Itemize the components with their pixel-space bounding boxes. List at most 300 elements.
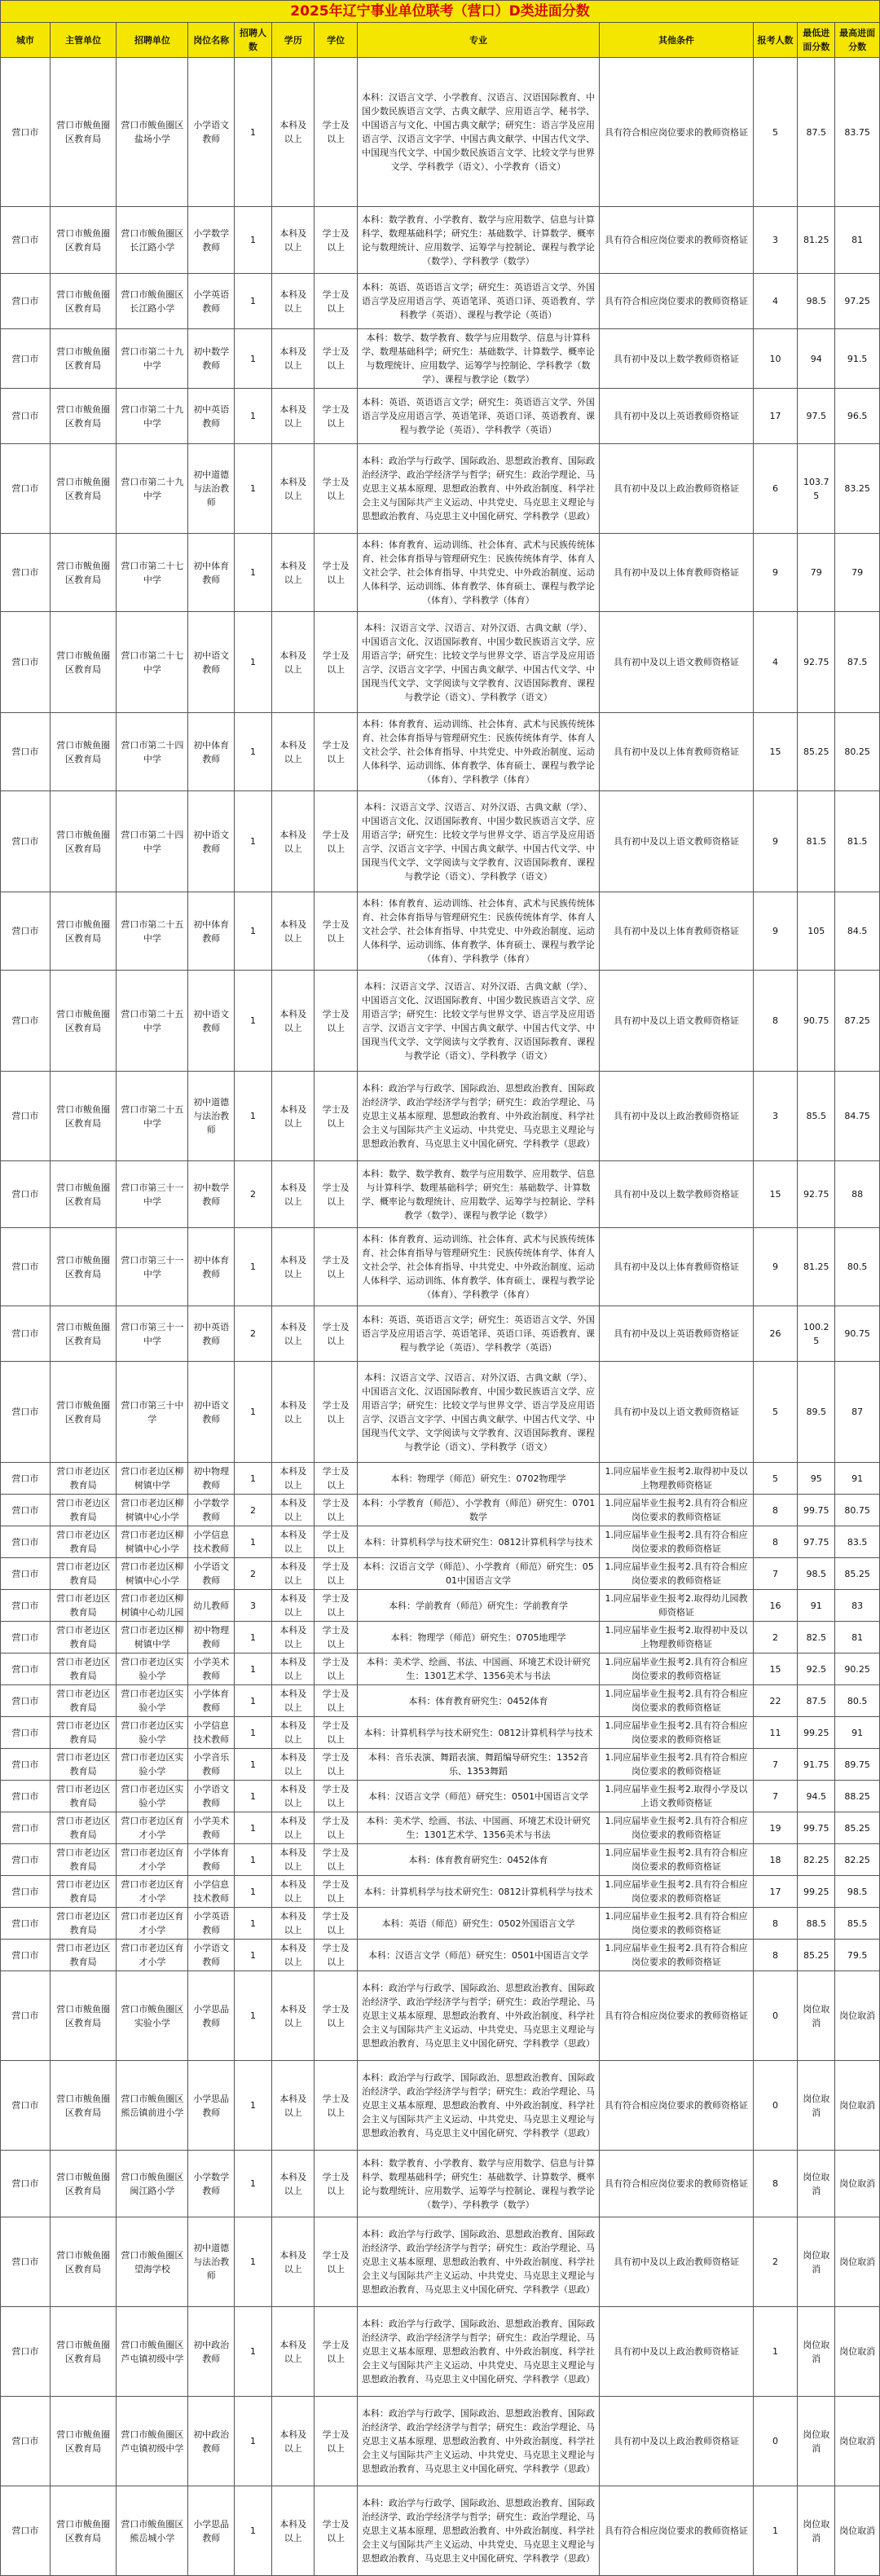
cell-count: 7 [753, 1781, 797, 1812]
cell-min: 79 [798, 534, 835, 612]
cell-num: 1 [234, 1653, 271, 1685]
cell-unit: 营口市老边区实验小学 [117, 1781, 188, 1812]
table-row [1, 1971, 880, 2061]
cell-max: 87.5 [835, 612, 880, 713]
cell-major: 本科：数学、数学教育、数学与应用数学、应用数学、信息与计算科学、数理基础科学；研究生：基础数学、计算数学、概率论与数理统计、应用数学、运筹学与控制论、学科教学（数学）、课程与教学论（数学） [357, 1161, 599, 1228]
cell-count: 7 [753, 1558, 797, 1590]
cell-unit: 营口市老边区实验小学 [117, 1653, 188, 1685]
cell-cond: 1.同应届毕业生报考2.取得幼儿园教师资格证 [600, 1590, 754, 1622]
cell-post: 小学思品教师 [188, 2486, 235, 2576]
cell-dept: 营口市鲅鱼圈区教育局 [50, 612, 117, 713]
cell-unit: 营口市第二十四中学 [117, 791, 188, 892]
cell-cond: 1.同应届毕业生报考2.具有符合相应岗位要求的教师资格证 [600, 1653, 754, 1685]
cell-deg: 学士及以上 [315, 329, 357, 389]
table-row [1, 274, 880, 329]
table-row [1, 1526, 880, 1558]
table-row [1, 389, 880, 444]
cell-edu: 本科及以上 [272, 1463, 315, 1495]
cell-min: 岗位取消 [798, 2307, 835, 2397]
cell-city: 营口市 [1, 2061, 51, 2151]
table-row [1, 1161, 880, 1228]
table-row [1, 2397, 880, 2486]
cell-edu: 本科及以上 [272, 1526, 315, 1558]
cell-dept: 营口市鲅鱼圈区教育局 [50, 791, 117, 892]
cell-num: 1 [234, 534, 271, 612]
cell-count: 8 [753, 1495, 797, 1526]
cell-city: 营口市 [1, 1940, 51, 1971]
cell-cond: 具有初中及以上英语教师资格证 [600, 1306, 754, 1362]
cell-dept: 营口市鲅鱼圈区教育局 [50, 2486, 117, 2576]
header-row [1, 23, 880, 58]
table-row [1, 1558, 880, 1590]
table-row [1, 1228, 880, 1306]
cell-post: 初中英语教师 [188, 389, 235, 444]
cell-max: 81 [835, 207, 880, 274]
cell-num: 1 [234, 2486, 271, 2576]
cell-major: 本科：英语、英语语言文学；研究生：英语语言文学、外国语言学及应用语言学、英语笔译、英语口译、英语教育、课程与教学论（英语）、学科教学（英语） [357, 389, 599, 444]
cell-num: 2 [234, 1161, 271, 1228]
cell-min: 94.5 [798, 1781, 835, 1812]
table-title: 2025年辽宁事业单位联考（营口）D类进面分数 [1, 1, 880, 23]
cell-city: 营口市 [1, 1876, 51, 1908]
cell-unit: 营口市老边区育才小学 [117, 1844, 188, 1876]
cell-count: 1 [753, 2307, 797, 2397]
col-count: 报考人数 [753, 23, 797, 58]
cell-count: 19 [753, 1812, 797, 1844]
cell-post: 初中政治教师 [188, 2397, 235, 2486]
table-row [1, 892, 880, 971]
cell-city: 营口市 [1, 1495, 51, 1526]
cell-min: 82.5 [798, 1622, 835, 1653]
cell-min: 88.5 [798, 1908, 835, 1940]
cell-deg: 学士及以上 [315, 791, 357, 892]
cell-num: 1 [234, 389, 271, 444]
cell-deg: 学士及以上 [315, 2486, 357, 2576]
cell-cond: 具有初中及以上体育教师资格证 [600, 713, 754, 791]
table-row [1, 971, 880, 1072]
cell-edu: 本科及以上 [272, 1685, 315, 1717]
cell-edu: 本科及以上 [272, 1971, 315, 2061]
cell-cond: 1.同应届毕业生报考2.具有符合相应岗位要求的教师资格证 [600, 1876, 754, 1908]
cell-post: 小学思品教师 [188, 2061, 235, 2151]
cell-dept: 营口市老边区教育局 [50, 1526, 117, 1558]
table-row [1, 1844, 880, 1876]
cell-cond: 具有初中及以上政治教师资格证 [600, 1072, 754, 1161]
cell-cond: 具有初中及以上体育教师资格证 [600, 892, 754, 971]
cell-dept: 营口市鲅鱼圈区教育局 [50, 2217, 117, 2307]
cell-deg: 学士及以上 [315, 612, 357, 713]
cell-min: 岗位取消 [798, 2217, 835, 2307]
cell-deg: 学士及以上 [315, 1590, 357, 1622]
cell-dept: 营口市鲅鱼圈区教育局 [50, 329, 117, 389]
cell-num: 1 [234, 329, 271, 389]
cell-max: 85.25 [835, 1558, 880, 1590]
cell-edu: 本科及以上 [272, 1622, 315, 1653]
cell-deg: 学士及以上 [315, 2061, 357, 2151]
cell-major: 本科：体育教育、运动训练、社会体育、武术与民族传统体育、社会体育指导与管理研究生：民族传统体育学、体育人文社会学、社会体育指导、中共党史、中外政治制度、运动人体科学、运动训练、体育教学、体育硕士、课程与教学论（体育）、学科教学（体育） [357, 1228, 599, 1306]
cell-count: 11 [753, 1717, 797, 1749]
cell-major: 本科：英语（师范）研究生：0502外国语言文学 [357, 1908, 599, 1940]
cell-unit: 营口市老边区育才小学 [117, 1908, 188, 1940]
cell-post: 初中体育教师 [188, 534, 235, 612]
cell-count: 8 [753, 2151, 797, 2217]
cell-deg: 学士及以上 [315, 1717, 357, 1749]
cell-dept: 营口市老边区教育局 [50, 1781, 117, 1812]
col-city: 城市 [1, 23, 51, 58]
cell-num: 1 [234, 1622, 271, 1653]
cell-min: 85.25 [798, 1940, 835, 1971]
table-row [1, 207, 880, 274]
cell-max: 岗位取消 [835, 2217, 880, 2307]
cell-dept: 营口市鲅鱼圈区教育局 [50, 389, 117, 444]
cell-count: 1 [753, 2486, 797, 2576]
cell-post: 小学体育教师 [188, 1685, 235, 1717]
cell-count: 17 [753, 1876, 797, 1908]
cell-count: 18 [753, 1844, 797, 1876]
cell-max: 88 [835, 1161, 880, 1228]
cell-post: 初中物理教师 [188, 1463, 235, 1495]
cell-min: 95 [798, 1463, 835, 1495]
cell-city: 营口市 [1, 2397, 51, 2486]
cell-max: 岗位取消 [835, 1971, 880, 2061]
cell-cond: 1.同应届毕业生报考2.具有符合相应岗位要求的教师资格证 [600, 1495, 754, 1526]
cell-max: 91 [835, 1463, 880, 1495]
cell-dept: 营口市鲅鱼圈区教育局 [50, 2307, 117, 2397]
cell-max: 83.5 [835, 1526, 880, 1558]
table-row [1, 2061, 880, 2151]
cell-max: 91.5 [835, 329, 880, 389]
cell-count: 0 [753, 1971, 797, 2061]
cell-major: 本科：美术学、绘画、书法、中国画、环境艺术设计研究生：1301艺术学、1356美术与书法 [357, 1812, 599, 1844]
cell-min: 85.25 [798, 713, 835, 791]
cell-deg: 学士及以上 [315, 58, 357, 207]
cell-city: 营口市 [1, 1717, 51, 1749]
cell-major: 本科：体育教育研究生：0452体育 [357, 1685, 599, 1717]
table-row [1, 1908, 880, 1940]
cell-major: 本科：汉语言文学（师范）研究生：0501中国语言文学 [357, 1781, 599, 1812]
cell-major: 本科：政治学与行政学、国际政治、思想政治教育、国际政治经济学、政治学经济学与哲学；研究生：政治学理论、马克思主义基本原理、思想政治教育、中外政治制度、科学社会主义与国际共产主义运动、中共党史、马克思主义理论与思想政治教育、马克思主义中国化研究、学科教学（思政） [357, 2486, 599, 2576]
cell-num: 2 [234, 1558, 271, 1590]
cell-dept: 营口市老边区教育局 [50, 1717, 117, 1749]
cell-cond: 具有符合相应岗位要求的教师资格证 [600, 207, 754, 274]
cell-post: 小学信息技术教师 [188, 1526, 235, 1558]
cell-count: 8 [753, 971, 797, 1072]
cell-deg: 学士及以上 [315, 2397, 357, 2486]
cell-num: 1 [234, 1844, 271, 1876]
cell-num: 1 [234, 1717, 271, 1749]
cell-num: 1 [234, 713, 271, 791]
cell-major: 本科：政治学与行政学、国际政治、思想政治教育、国际政治经济学、政治学经济学与哲学；研究生：政治学理论、马克思主义基本原理、思想政治教育、中外政治制度、科学社会主义与国际共产主义运动、中共党史、马克思主义理论与思想政治教育、马克思主义中国化研究、学科教学（思政） [357, 1971, 599, 2061]
cell-num: 1 [234, 58, 271, 207]
cell-major: 本科：政治学与行政学、国际政治、思想政治教育、国际政治经济学、政治学经济学与哲学；研究生：政治学理论、马克思主义基本原理、思想政治教育、中外政治制度、科学社会主义与国际共产主义运动、中共党史、马克思主义理论与思想政治教育、马克思主义中国化研究、学科教学（思政） [357, 2217, 599, 2307]
cell-post: 初中体育教师 [188, 713, 235, 791]
cell-major: 本科：体育教育研究生：0452体育 [357, 1844, 599, 1876]
cell-min: 87.5 [798, 58, 835, 207]
cell-major: 本科：体育教育、运动训练、社会体育、武术与民族传统体育、社会体育指导与管理研究生：民族传统体育学、体育人文社会学、社会体育指导、中共党史、中外政治制度、运动人体科学、运动训练、体育教学、体育硕士、课程与教学论（体育）、学科教学（体育） [357, 534, 599, 612]
cell-edu: 本科及以上 [272, 2061, 315, 2151]
col-dept: 主管单位 [50, 23, 117, 58]
cell-dept: 营口市老边区教育局 [50, 1653, 117, 1685]
cell-post: 小学数学教师 [188, 207, 235, 274]
cell-post: 初中道德与法治教师 [188, 1072, 235, 1161]
cell-dept: 营口市老边区教育局 [50, 1622, 117, 1653]
cell-dept: 营口市老边区教育局 [50, 1940, 117, 1971]
table-row [1, 713, 880, 791]
cell-max: 岗位取消 [835, 2397, 880, 2486]
cell-num: 1 [234, 892, 271, 971]
cell-dept: 营口市鲅鱼圈区教育局 [50, 2061, 117, 2151]
cell-cond: 具有初中及以上政治教师资格证 [600, 2307, 754, 2397]
cell-count: 8 [753, 1908, 797, 1940]
table-row [1, 1812, 880, 1844]
cell-min: 81.25 [798, 1228, 835, 1306]
cell-count: 4 [753, 274, 797, 329]
cell-dept: 营口市老边区教育局 [50, 1685, 117, 1717]
cell-major: 本科：汉语言文学、汉语言、对外汉语、古典文献（学）、中国语言文化、汉语国际教育、中国少数民族语言文学、应用语言学；研究生：比较文学与世界文学、语言学及应用语言学、汉语言文字学、中国古典文献学、中国古代文学、中国现当代文学、文学阅读与文学教育、汉语国际教育、课程与教学论（语文）、学科教学（语文） [357, 971, 599, 1072]
cell-major: 本科：音乐表演、舞蹈表演、舞蹈编导研究生：1352音乐、1353舞蹈 [357, 1749, 599, 1781]
cell-num: 1 [234, 1228, 271, 1306]
cell-dept: 营口市鲅鱼圈区教育局 [50, 1161, 117, 1228]
cell-post: 小学数学教师 [188, 1495, 235, 1526]
cell-min: 103.75 [798, 444, 835, 534]
cell-major: 本科：数学教育、小学教育、数学与应用数学、信息与计算科学、数理基础科学；研究生：基础数学、计算数学、概率论与数理统计、应用数学、运筹学与控制论、课程与教学论（数学）、学科教学（数学） [357, 207, 599, 274]
cell-cond: 1.同应届毕业生报考2.具有符合相应岗位要求的教师资格证 [600, 1685, 754, 1717]
table-row [1, 612, 880, 713]
cell-edu: 本科及以上 [272, 1749, 315, 1781]
cell-city: 营口市 [1, 389, 51, 444]
cell-edu: 本科及以上 [272, 612, 315, 713]
cell-min: 99.25 [798, 1876, 835, 1908]
cell-min: 81.25 [798, 207, 835, 274]
cell-major: 本科：英语、英语语言文学；研究生：英语语言文学、外国语言学及应用语言学、英语笔译、英语口译、英语教育、学科教学（英语）、课程与教学论（英语） [357, 274, 599, 329]
cell-major: 本科：政治学与行政学、国际政治、思想政治教育、国际政治经济学、政治学经济学与哲学；研究生：政治学理论、马克思主义基本原理、思想政治教育、中外政治制度、科学社会主义与国际共产主义运动、中共党史、马克思主义理论与思想政治教育、马克思主义中国化研究、学科教学（思政） [357, 444, 599, 534]
cell-max: 83 [835, 1590, 880, 1622]
cell-city: 营口市 [1, 892, 51, 971]
cell-count: 9 [753, 534, 797, 612]
col-major: 专业 [357, 23, 599, 58]
cell-major: 本科：小学教育（师范）、小学教育（师范）研究生：0701数学 [357, 1495, 599, 1526]
cell-cond: 1.同应届毕业生报考2.具有符合相应岗位要求的教师资格证 [600, 1940, 754, 1971]
cell-city: 营口市 [1, 1161, 51, 1228]
table-row [1, 2151, 880, 2217]
cell-post: 小学英语教师 [188, 1908, 235, 1940]
cell-city: 营口市 [1, 1749, 51, 1781]
cell-dept: 营口市鲅鱼圈区教育局 [50, 534, 117, 612]
cell-city: 营口市 [1, 1908, 51, 1940]
cell-edu: 本科及以上 [272, 2397, 315, 2486]
cell-unit: 营口市老边区柳树镇中学 [117, 1463, 188, 1495]
cell-post: 小学英语教师 [188, 274, 235, 329]
cell-dept: 营口市老边区教育局 [50, 1749, 117, 1781]
cell-unit: 营口市鲅鱼圈区长江路小学 [117, 274, 188, 329]
cell-unit: 营口市老边区柳树镇中学 [117, 1622, 188, 1653]
cell-unit: 营口市老边区柳树镇中心小学 [117, 1526, 188, 1558]
cell-city: 营口市 [1, 1072, 51, 1161]
cell-unit: 营口市第二十九中学 [117, 389, 188, 444]
cell-cond: 具有符合相应岗位要求的教师资格证 [600, 2151, 754, 2217]
cell-major: 本科：计算机科学与技术研究生：0812计算机科学与技术 [357, 1876, 599, 1908]
cell-count: 5 [753, 58, 797, 207]
cell-city: 营口市 [1, 791, 51, 892]
cell-min: 92.75 [798, 612, 835, 713]
cell-city: 营口市 [1, 1228, 51, 1306]
cell-city: 营口市 [1, 444, 51, 534]
cell-count: 15 [753, 1653, 797, 1685]
cell-deg: 学士及以上 [315, 534, 357, 612]
cell-min: 91.75 [798, 1749, 835, 1781]
cell-edu: 本科及以上 [272, 2217, 315, 2307]
cell-cond: 1.同应届毕业生报考2.具有符合相应岗位要求的教师资格证 [600, 1558, 754, 1590]
cell-city: 营口市 [1, 1685, 51, 1717]
cell-count: 9 [753, 1228, 797, 1306]
table-row [1, 1717, 880, 1749]
cell-num: 1 [234, 2061, 271, 2151]
cell-post: 初中物理教师 [188, 1622, 235, 1653]
cell-cond: 具有符合相应岗位要求的教师资格证 [600, 274, 754, 329]
cell-edu: 本科及以上 [272, 1876, 315, 1908]
cell-city: 营口市 [1, 1526, 51, 1558]
cell-edu: 本科及以上 [272, 1161, 315, 1228]
table-row [1, 2307, 880, 2397]
cell-major: 本科：政治学与行政学、国际政治、思想政治教育、国际政治经济学、政治学经济学与哲学；研究生：政治学理论、马克思主义基本原理、思想政治教育、中外政治制度、科学社会主义与国际共产主义运动、中共党史、马克思主义理论与思想政治教育、马克思主义中国化研究、学科教学（思政） [357, 2397, 599, 2486]
table-row [1, 1590, 880, 1622]
cell-min: 岗位取消 [798, 2397, 835, 2486]
cell-unit: 营口市第二十五中学 [117, 1072, 188, 1161]
cell-major: 本科：英语、英语语言文学；研究生：英语语言文学、外国语言学及应用语言学、英语笔译、英语口译、英语教育、课程与教学论（英语）、学科教学（英语） [357, 1306, 599, 1362]
cell-edu: 本科及以上 [272, 1908, 315, 1940]
cell-min: 97.5 [798, 389, 835, 444]
cell-city: 营口市 [1, 207, 51, 274]
cell-post: 初中语文教师 [188, 971, 235, 1072]
cell-major: 本科：汉语言文学、汉语言、对外汉语、古典文献（学）、中国语言文化、汉语国际教育、中国少数民族语言文学、应用语言学；研究生：比较文学与世界文学、语言学及应用语言学、汉语言文字学、中国古典文献学、中国古代文学、中国现当代文学、文学阅读与文学教育、汉语国际教育、课程与教学论（语文）、学科教学（语文） [357, 612, 599, 713]
cell-unit: 营口市第二十九中学 [117, 444, 188, 534]
cell-dept: 营口市老边区教育局 [50, 1812, 117, 1844]
cell-edu: 本科及以上 [272, 58, 315, 207]
cell-num: 1 [234, 2151, 271, 2217]
table-row [1, 1940, 880, 1971]
cell-edu: 本科及以上 [272, 1228, 315, 1306]
cell-city: 营口市 [1, 1590, 51, 1622]
cell-unit: 营口市老边区柳树镇中心小学 [117, 1558, 188, 1590]
cell-post: 小学数学教师 [188, 2151, 235, 2217]
cell-deg: 学士及以上 [315, 389, 357, 444]
cell-post: 初中政治教师 [188, 2307, 235, 2397]
table-row [1, 534, 880, 612]
cell-max: 83.25 [835, 444, 880, 534]
cell-unit: 营口市第二十七中学 [117, 534, 188, 612]
cell-dept: 营口市鲅鱼圈区教育局 [50, 1072, 117, 1161]
cell-num: 1 [234, 1908, 271, 1940]
cell-num: 1 [234, 2397, 271, 2486]
cell-city: 营口市 [1, 1558, 51, 1590]
cell-min: 岗位取消 [798, 2486, 835, 2576]
cell-deg: 学士及以上 [315, 207, 357, 274]
cell-unit: 营口市鲅鱼圈区长江路小学 [117, 207, 188, 274]
cell-deg: 学士及以上 [315, 274, 357, 329]
cell-deg: 学士及以上 [315, 444, 357, 534]
cell-dept: 营口市老边区教育局 [50, 1876, 117, 1908]
cell-min: 99.25 [798, 1717, 835, 1749]
cell-count: 7 [753, 1749, 797, 1781]
cell-deg: 学士及以上 [315, 1908, 357, 1940]
cell-dept: 营口市鲅鱼圈区教育局 [50, 713, 117, 791]
table-row [1, 1781, 880, 1812]
cell-max: 88.25 [835, 1781, 880, 1812]
cell-count: 2 [753, 2217, 797, 2307]
table-row [1, 1072, 880, 1161]
cell-city: 营口市 [1, 713, 51, 791]
cell-dept: 营口市鲅鱼圈区教育局 [50, 207, 117, 274]
cell-dept: 营口市老边区教育局 [50, 1463, 117, 1495]
cell-post: 初中英语教师 [188, 1306, 235, 1362]
cell-unit: 营口市鲅鱼圈区盐场小学 [117, 58, 188, 207]
cell-max: 85.5 [835, 1908, 880, 1940]
cell-edu: 本科及以上 [272, 207, 315, 274]
cell-dept: 营口市鲅鱼圈区教育局 [50, 58, 117, 207]
cell-edu: 本科及以上 [272, 2486, 315, 2576]
cell-min: 岗位取消 [798, 2151, 835, 2217]
cell-major: 本科：体育教育、运动训练、社会体育、武术与民族传统体育、社会体育指导与管理研究生：民族传统体育学、体育人文社会学、社会体育指导、中共党史、中外政治制度、运动人体科学、运动训练、体育教学、体育硕士、课程与教学论（体育）、学科教学（体育） [357, 713, 599, 791]
cell-edu: 本科及以上 [272, 1844, 315, 1876]
cell-deg: 学士及以上 [315, 1971, 357, 2061]
cell-unit: 营口市第二十九中学 [117, 329, 188, 389]
cell-edu: 本科及以上 [272, 1590, 315, 1622]
cell-unit: 营口市第三十中学 [117, 1362, 188, 1463]
cell-cond: 具有符合相应岗位要求的教师资格证 [600, 2486, 754, 2576]
cell-count: 8 [753, 1940, 797, 1971]
cell-max: 79 [835, 534, 880, 612]
cell-dept: 营口市鲅鱼圈区教育局 [50, 274, 117, 329]
cell-deg: 学士及以上 [315, 1072, 357, 1161]
cell-post: 小学美术教师 [188, 1812, 235, 1844]
cell-count: 15 [753, 713, 797, 791]
cell-cond: 具有符合相应岗位要求的教师资格证 [600, 2061, 754, 2151]
cell-deg: 学士及以上 [315, 1844, 357, 1876]
cell-dept: 营口市老边区教育局 [50, 1844, 117, 1876]
cell-major: 本科：汉语言文学、汉语言、对外汉语、古典文献（学）、中国语言文化、汉语国际教育、中国少数民族语言文学、应用语言学；研究生：比较文学与世界文学、语言学及应用语言学、汉语言文字学、中国古典文献学、中国古代文学、中国现当代文学、文学阅读与文学教育、汉语国际教育、课程与教学论（语文）、学科教学（语文） [357, 1362, 599, 1463]
cell-post: 小学思品教师 [188, 1971, 235, 2061]
cell-post: 小学语文教师 [188, 1558, 235, 1590]
cell-num: 2 [234, 1495, 271, 1526]
cell-max: 80.5 [835, 1685, 880, 1717]
col-post: 岗位名称 [188, 23, 235, 58]
cell-edu: 本科及以上 [272, 791, 315, 892]
cell-edu: 本科及以上 [272, 1717, 315, 1749]
cell-edu: 本科及以上 [272, 444, 315, 534]
table-row [1, 2486, 880, 2576]
cell-edu: 本科及以上 [272, 1653, 315, 1685]
cell-post: 初中数学教师 [188, 329, 235, 389]
cell-num: 2 [234, 1306, 271, 1362]
cell-post: 小学语文教师 [188, 1781, 235, 1812]
cell-major: 本科：学前教育（师范）研究生：学前教育学 [357, 1590, 599, 1622]
cell-count: 0 [753, 2397, 797, 2486]
cell-dept: 营口市鲅鱼圈区教育局 [50, 2397, 117, 2486]
cell-max: 89.75 [835, 1749, 880, 1781]
table-row [1, 1622, 880, 1653]
cell-unit: 营口市鲅鱼圈区望海学校 [117, 2217, 188, 2307]
cell-unit: 营口市第二十七中学 [117, 612, 188, 713]
cell-max: 96.5 [835, 389, 880, 444]
cell-cond: 具有初中及以上政治教师资格证 [600, 2217, 754, 2307]
cell-count: 10 [753, 329, 797, 389]
cell-cond: 1.同应届毕业生报考2.具有符合相应岗位要求的教师资格证 [600, 1526, 754, 1558]
cell-major: 本科：计算机科学与技术研究生：0812计算机科学与技术 [357, 1717, 599, 1749]
cell-max: 岗位取消 [835, 2151, 880, 2217]
cell-city: 营口市 [1, 58, 51, 207]
cell-num: 1 [234, 1072, 271, 1161]
cell-deg: 学士及以上 [315, 1812, 357, 1844]
